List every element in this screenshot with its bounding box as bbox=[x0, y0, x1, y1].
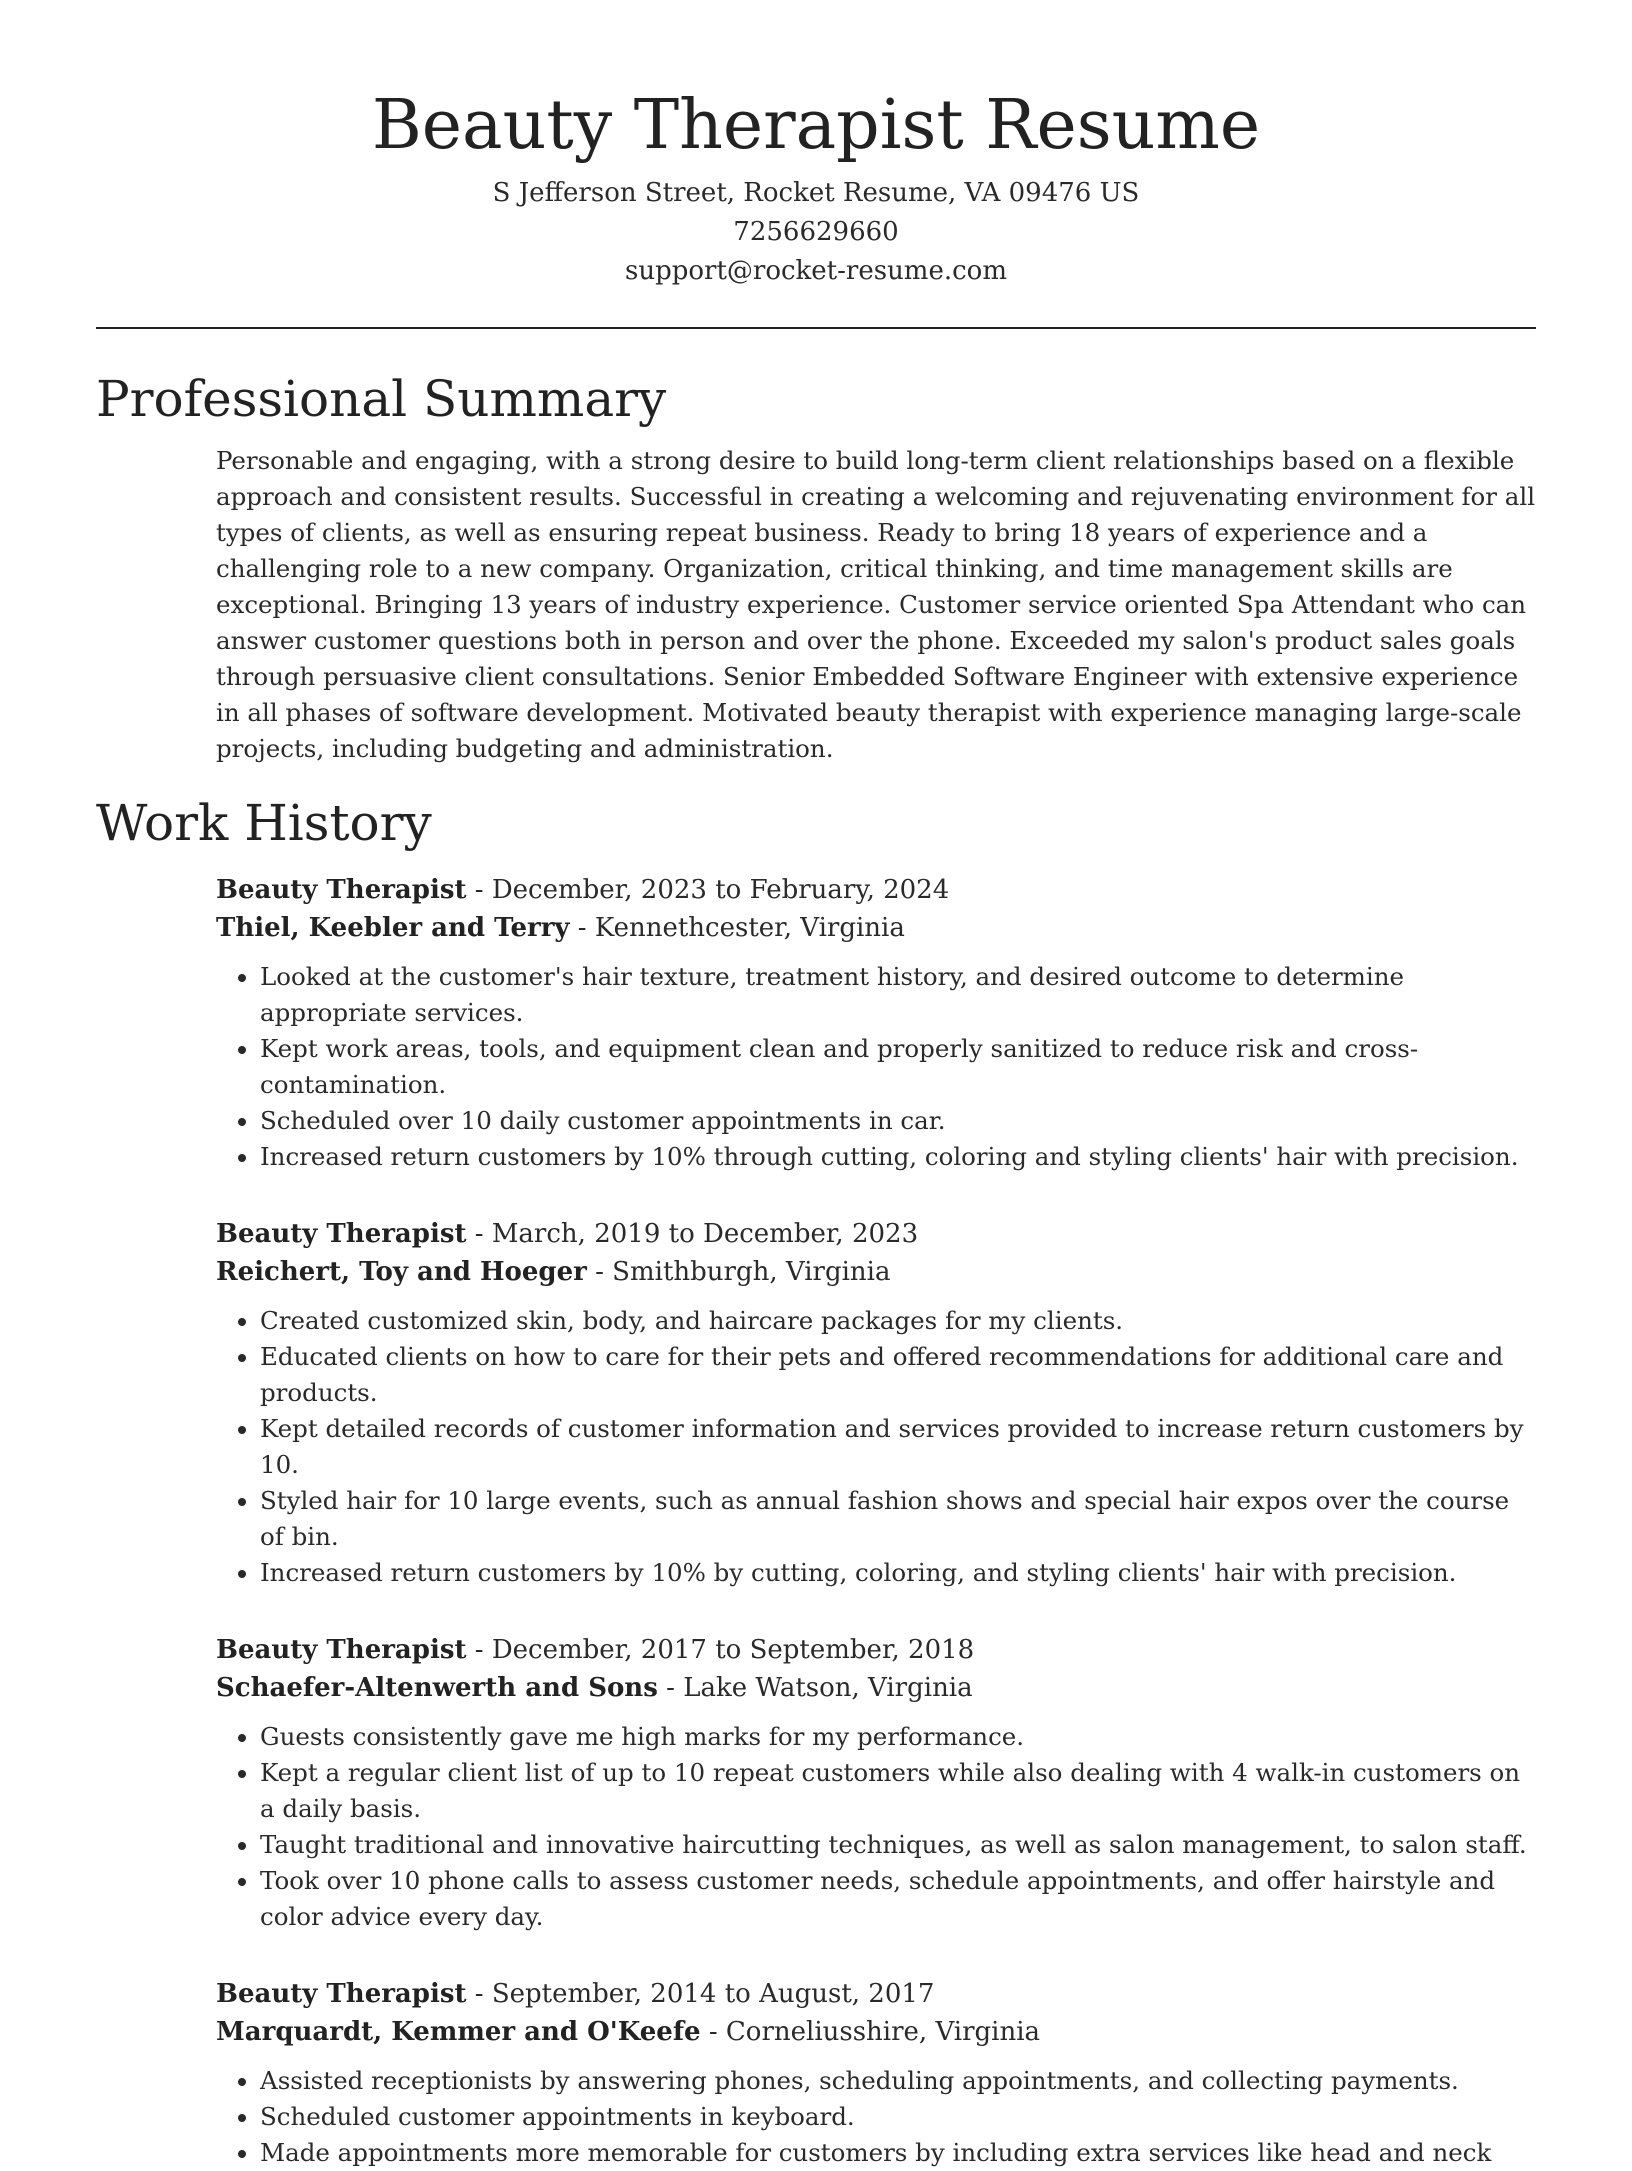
job-bullet: • Scheduled over 10 daily customer appointments in car. bbox=[260, 1103, 1536, 1139]
job-bullet: • Took over 10 phone calls to assess customer needs, schedule appointments, and offer hairstyle and color advice every day. bbox=[260, 1863, 1536, 1935]
job-bullet: • Kept a regular client list of up to 10 repeat customers while also dealing with 4 walk-in customers on a daily basis. bbox=[260, 1755, 1536, 1827]
contact-info bbox=[96, 174, 1536, 291]
job-bullet: • Scheduled customer appointments in keyboard. bbox=[260, 2099, 1536, 2135]
job-bullet: • Guests consistently gave me high marks for my performance. bbox=[260, 1719, 1536, 1755]
job-entry bbox=[216, 1975, 1536, 2171]
job-company-line bbox=[216, 1669, 1536, 1707]
job-bullets bbox=[216, 2063, 1536, 2171]
job-location: Smithburgh, Virginia bbox=[612, 1257, 891, 1287]
job-title-line bbox=[216, 1215, 1536, 1253]
job-title-line bbox=[216, 1975, 1536, 2013]
job-dates: September, 2014 to August, 2017 bbox=[491, 1979, 935, 2009]
job-separator: - bbox=[466, 1979, 492, 2009]
job-company-line bbox=[216, 909, 1536, 947]
work-history-section bbox=[96, 793, 1536, 2171]
job-separator: - bbox=[466, 875, 492, 905]
job-company-line bbox=[216, 1253, 1536, 1291]
job-bullet: • Assisted receptionists by answering phones, scheduling appointments, and collecting payments. bbox=[260, 2063, 1536, 2099]
job-bullet: • Made appointments more memorable for customers by including extra services like head and neck bbox=[260, 2135, 1536, 2171]
job-separator: - bbox=[586, 1257, 613, 1287]
job-bullets bbox=[216, 1719, 1536, 1935]
job-bullet: • Styled hair for 10 large events, such as annual fashion shows and special hair expos over the course of bin. bbox=[260, 1483, 1536, 1555]
job-separator: - bbox=[700, 2017, 726, 2047]
job-bullet: • Increased return customers by 10% through cutting, coloring and styling clients' hair with precision. bbox=[260, 1139, 1536, 1175]
job-title-line bbox=[216, 871, 1536, 909]
job-separator: - bbox=[657, 1673, 684, 1703]
work-history-heading: Work History bbox=[96, 794, 432, 852]
job-bullet: • Created customized skin, body, and haircare packages for my clients. bbox=[260, 1303, 1536, 1339]
job-role: Beauty Therapist bbox=[216, 875, 467, 905]
job-list bbox=[216, 871, 1536, 2171]
job-company: Reichert, Toy and Hoeger bbox=[216, 1257, 587, 1287]
job-entry bbox=[216, 1631, 1536, 1935]
job-entry bbox=[216, 871, 1536, 1175]
job-bullets bbox=[216, 959, 1536, 1175]
job-company: Schaefer-Altenwerth and Sons bbox=[216, 1673, 658, 1703]
job-location: Lake Watson, Virginia bbox=[683, 1673, 973, 1703]
resume-page bbox=[96, 0, 1536, 2171]
job-entry bbox=[216, 1215, 1536, 1591]
job-location: Corneliusshire, Virginia bbox=[725, 2017, 1041, 2047]
job-dates: December, 2023 to February, 2024 bbox=[491, 875, 950, 905]
job-bullet: • Kept work areas, tools, and equipment clean and properly sanitized to reduce risk and cross-contamination. bbox=[260, 1031, 1536, 1103]
job-role: Beauty Therapist bbox=[216, 1979, 467, 2009]
summary-text: Personable and engaging, with a strong desire to build long-term client relationships based on a flexible approach and consistent results. Successful in creating a welcoming and rejuvenating environment for all types of clients, as well as ensuring repeat business. Ready to bring 18 years of experience and a challenging role to a new company. Organization, critical thinking, and time management skills are exceptional. Bringing 13 years of industry experience. Customer service oriented Spa Attendant who can answer customer questions both in person and over the phone. Exceeded my salon's product sales goals through persuasive client consultations. Senior Embedded Software Engineer with extensive experience in all phases of software development. Motivated beauty therapist with experience managing large-scale projects, including budgeting and administration. bbox=[216, 446, 1536, 763]
job-separator: - bbox=[466, 1635, 492, 1665]
job-title-line bbox=[216, 1631, 1536, 1669]
contact-email: support@rocket-resume.com bbox=[624, 256, 1007, 286]
job-separator: - bbox=[569, 913, 595, 943]
resume-title: Beauty Therapist Resume bbox=[371, 86, 1261, 165]
job-bullet: • Increased return customers by 10% by cutting, coloring, and styling clients' hair with precision. bbox=[260, 1555, 1536, 1591]
job-dates: December, 2017 to September, 2018 bbox=[491, 1635, 975, 1665]
job-bullets bbox=[216, 1303, 1536, 1591]
contact-address: S Jefferson Street, Rocket Resume, VA 09476 US bbox=[492, 178, 1140, 208]
contact-phone: 7256629660 bbox=[733, 217, 899, 247]
job-role: Beauty Therapist bbox=[216, 1219, 467, 1249]
job-company: Marquardt, Kemmer and O'Keefe bbox=[216, 2017, 701, 2047]
job-role: Beauty Therapist bbox=[216, 1635, 467, 1665]
job-company: Thiel, Keebler and Terry bbox=[216, 913, 570, 943]
job-bullet: • Taught traditional and innovative haircutting techniques, as well as salon management, to salon staff. bbox=[260, 1827, 1536, 1863]
job-company-line bbox=[216, 2013, 1536, 2051]
job-separator: - bbox=[466, 1219, 492, 1249]
resume-header bbox=[96, 0, 1536, 291]
job-dates: March, 2019 to December, 2023 bbox=[491, 1219, 919, 1249]
header-divider bbox=[96, 327, 1536, 329]
summary-section bbox=[96, 369, 1536, 767]
job-bullet: • Kept detailed records of customer information and services provided to increase return customers by 10. bbox=[260, 1411, 1536, 1483]
job-location: Kennethcester, Virginia bbox=[594, 913, 905, 943]
job-bullet: • Looked at the customer's hair texture, treatment history, and desired outcome to determine appropriate services. bbox=[260, 959, 1536, 1031]
job-bullet: • Educated clients on how to care for their pets and offered recommendations for additional care and products. bbox=[260, 1339, 1536, 1411]
summary-heading: Professional Summary bbox=[96, 370, 667, 428]
